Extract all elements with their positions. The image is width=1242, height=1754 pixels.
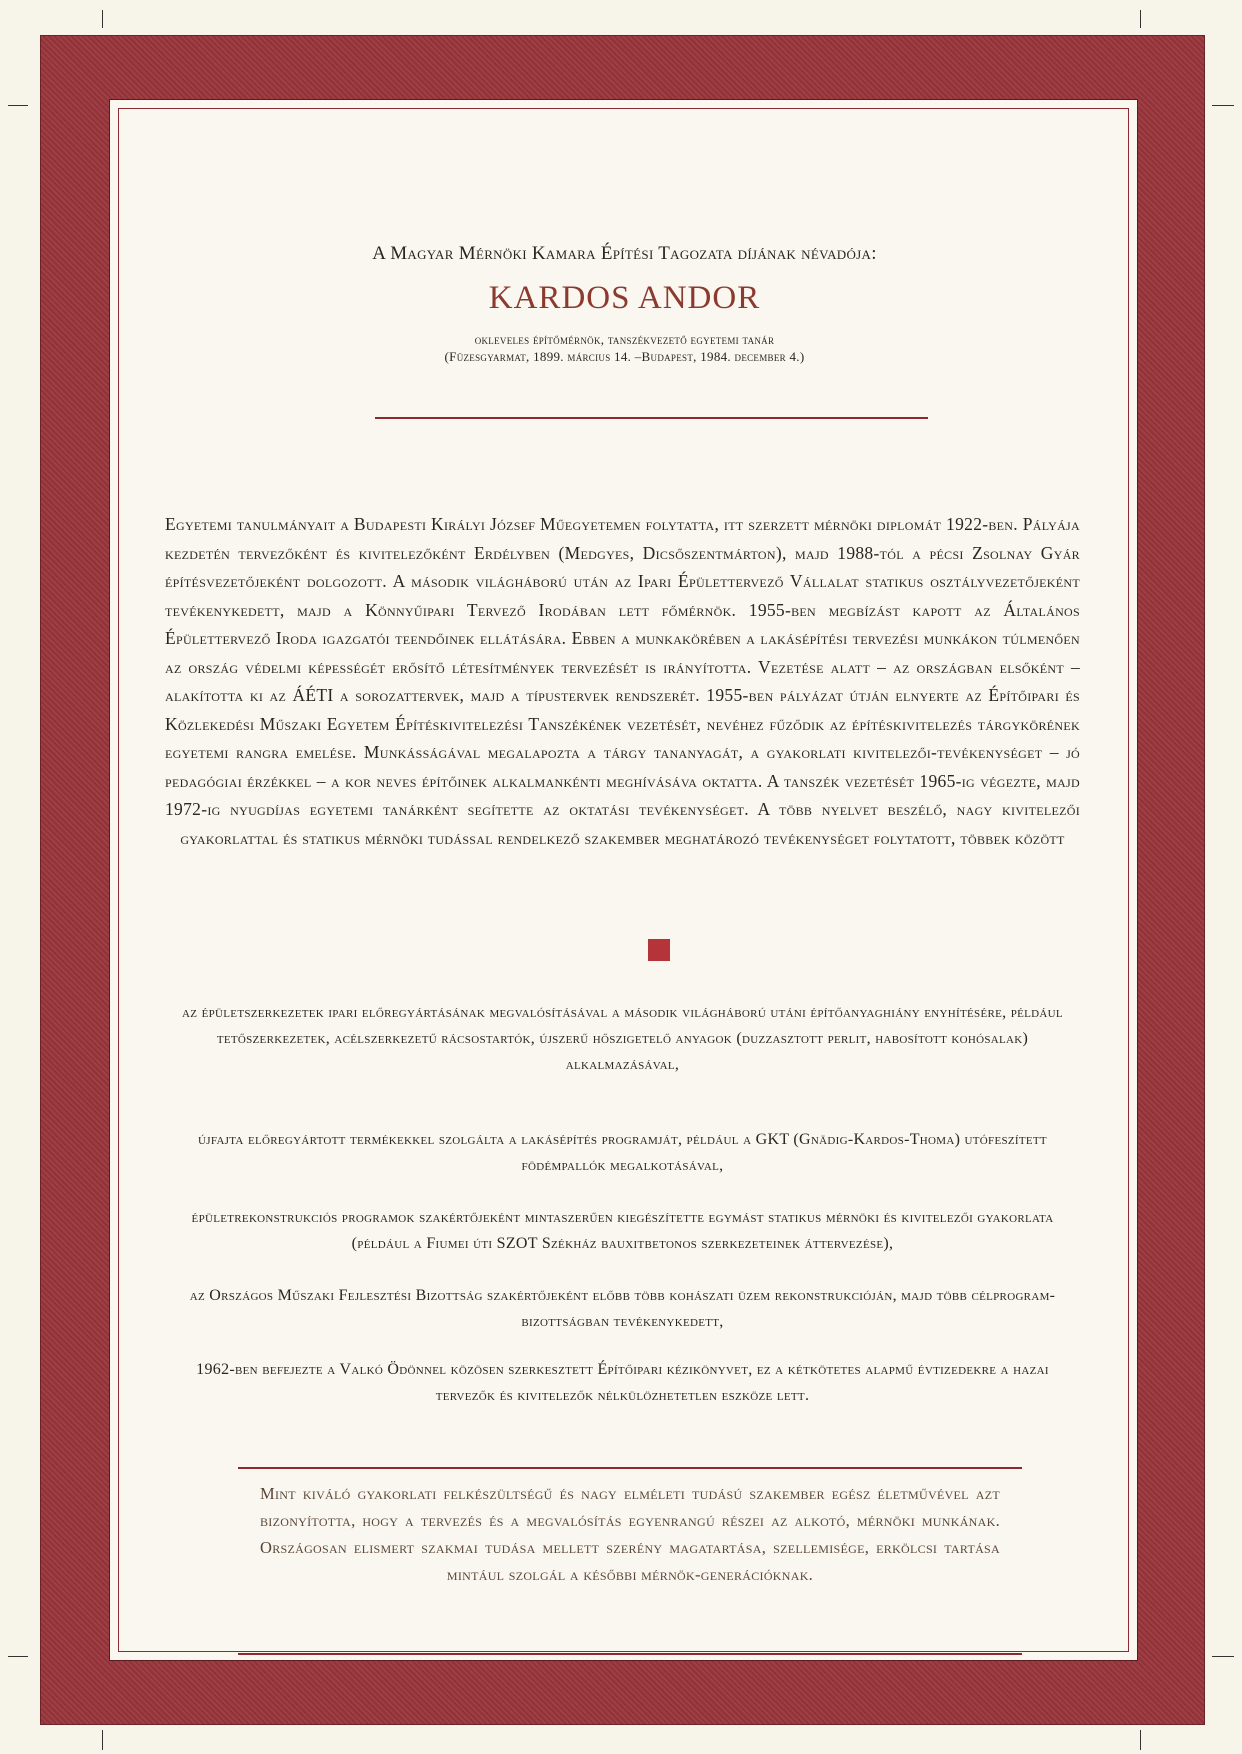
crop-mark [8,1656,28,1657]
divider-closing-bottom [238,1653,1022,1655]
document-content [110,100,1139,1662]
crop-mark [102,10,103,28]
decorative-frame [40,35,1205,1725]
crop-mark [1212,105,1234,106]
achievement-item: az Országos Műszaki Fejlesztési Bizottság szakértőjeként előbb több kohászati üzem rekonstrukcióján, majd több célprogram-bizottságban tevékenykedett, [189,1287,1056,1330]
divider-top [375,417,928,419]
divider-closing-top [238,1467,1022,1469]
crop-mark [1140,10,1141,28]
achievement-item: épületrekonstrukciós programok szakértőjeként mintaszerűen kiegészítette egymást statikus mérnöki és kivitelezői gyakorlata (például a Fiumei úti SZOT Székház bauxitbetonos szerkezeteinek áttervezése), [191,1209,1054,1252]
achievement-item: 1962-ben befejezte a Valkó Ödönnel közösen szerkesztett Építőipari kézikönyvet, ez a kétkötetes alapmű évtizedekre a hazai tervezők és kivitelezők nélkülözhetetlen eszköze lett. [196,1361,1049,1404]
achievement-item: az épületszerkezetek ipari előregyártásának megvalósításával a második világháború utáni építőanyaghiány enyhítésére, például tetőszerkezetek, acélszerkezetű rácsostartók, újszerű hőszigetelő anyagok (duzzasztott perlit, habosított kohósalak) alkalmazásával, [182,1004,1063,1073]
square-ornament-icon [648,939,670,961]
crop-mark [8,105,28,106]
crop-mark [102,1730,103,1750]
dedication-line: A Magyar Mérnöki Kamara Építési Tagozata díjának névadója: [372,243,877,264]
achievement-item: újfajta előregyártott termékekkel szolgálta a lakásépítés programját, például a GKT (Gnädig-Kardos-Thoma) utófeszített födémpallók megalkotásával, [198,1131,1047,1174]
crop-mark [1140,1730,1141,1750]
document-page [109,99,1138,1661]
honoree-title: okleveles építőmérnök, tanszékvezető egyetemi tanár [474,332,775,347]
honoree-dates: (Füzesgyarmat, 1899. március 14. –Budapest, 1984. december 4.) [444,349,805,364]
closing-paragraph: Mint kiváló gyakorlati felkészültségű és nagy elméleti tudású szakember egész életművével azt bizonyította, hogy a tervezés és a megvalósítás egyenrangú részei az alkotó, mérnöki munkának. Országosan elismert szakmai tudása mellett szerény magatartása, szellemisége, erkölcsi tartása mintául szolgál a későbbi mérnök-generációknak. [260,1484,1000,1584]
honoree-name: KARDOS ANDOR [488,280,761,316]
crop-mark [1212,1656,1234,1657]
biography-paragraph: Egyetemi tanulmányait a Budapesti Királyi József Műegyetemen folytatta, itt szerzett mérnöki diplomát 1922-ben. Pályája kezdetén tervezőként és kivitelezőként Erdélyben (Medgyes, Dicsőszentmárton), majd 1988-tól a pécsi Zsolnay Gyár építésvezetőjeként dolgozott. A második világháború után az Ipari Épülettervező Vállalat statikus osztályvezetőjeként tevékenykedett, majd a Könnyűipari Tervező Irodában lett főmérnök. 1955-ben megbízást kapott az Általános Épülettervező Iroda igazgatói teendőinek ellátására. Ebben a munkakörében a lakásépítési tervezési munkákon túlmenően az ország védelmi képességét erősítő létesítmények tervezését is irányította. Vezetése alatt – az országban elsőként – alakította ki az ÁÉTI a sorozattervek, majd a típustervek rendszerét. 1955-ben pályázat útján elnyerte az Építőipari és Közlekedési Műszaki Egyetem Építéskivitelezési Tanszékének vezetését, nevéhez fűződik az építéskivitelezés tárgykörének egyetemi rangra emelése. Munkásságával megalapozta a tárgy tananyagát, a gyakorlati kivitelezői-tevékenységet – jó pedagógiai érzékkel – a kor neves építőinek alkalmankénti meghívásáva oktatta. A tanszék vezetését 1965-ig végezte, majd 1972-ig nyugdíjas egyetemi tanárként segítette az oktatási tevékenységet. A több nyelvet beszélő, nagy kivitelezői gyakorlattal és statikus mérnöki tudással rendelkező szakember meghatározó tevékenységet folytatott, többek között [165,514,1080,848]
